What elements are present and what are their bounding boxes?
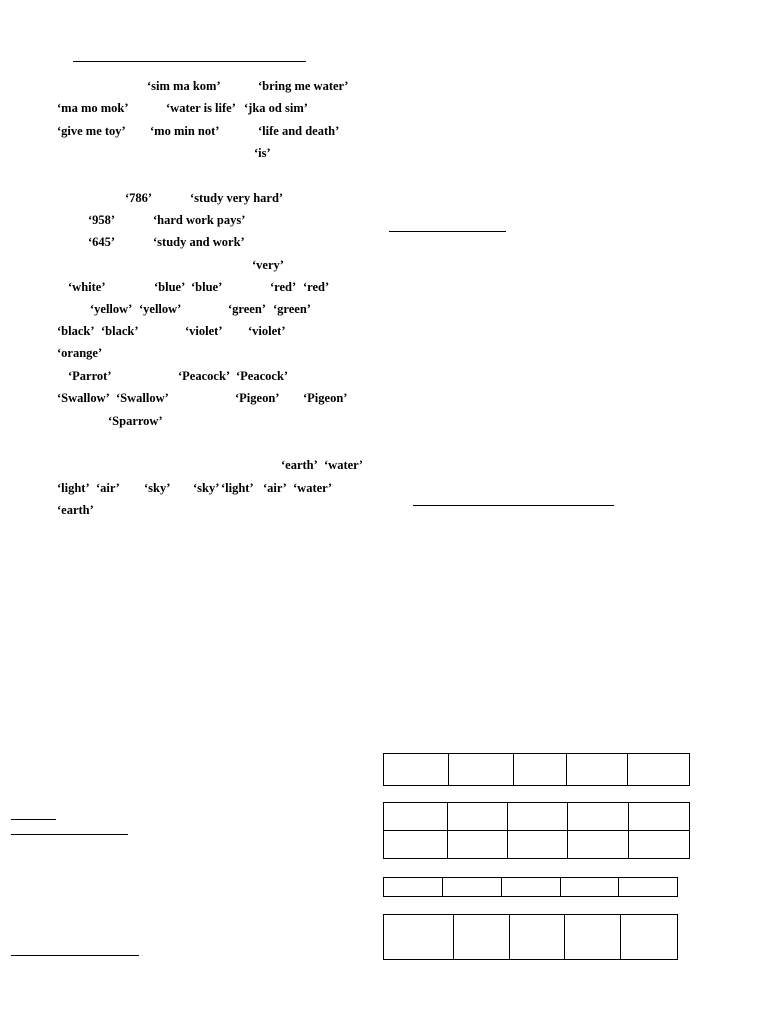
answer-box[interactable]	[508, 803, 568, 831]
word: ‘black’	[101, 324, 139, 338]
word: ‘blue’	[191, 280, 223, 294]
answer-box[interactable]	[628, 754, 690, 786]
answer-box[interactable]	[449, 754, 514, 786]
word: ‘958’	[88, 213, 116, 227]
word: ‘give me toy’	[57, 124, 126, 138]
word: ‘ma mo mok’	[57, 101, 129, 115]
word: ‘red’	[270, 280, 297, 294]
word: ‘786’	[125, 191, 153, 205]
answer-box[interactable]	[443, 878, 502, 897]
word: ‘Swallow’	[57, 391, 110, 405]
answer-box[interactable]	[629, 803, 690, 831]
word: ‘yellow’	[90, 302, 133, 316]
answer-grid-1	[383, 753, 690, 786]
word: ‘Peacock’	[236, 369, 289, 383]
word: ‘very’	[252, 258, 284, 272]
word: ‘mo min not’	[150, 124, 220, 138]
word: ‘violet’	[185, 324, 223, 338]
word: ‘water’	[293, 481, 333, 495]
word: ‘Swallow’	[116, 391, 169, 405]
answer-box[interactable]	[621, 915, 678, 960]
word: ‘light’	[57, 481, 90, 495]
word: ‘sky’	[193, 481, 220, 495]
word: ‘earth’	[281, 458, 318, 472]
answer-line-top	[73, 61, 306, 62]
word: ‘is’	[254, 146, 271, 160]
word: ‘Pigeon’	[235, 391, 280, 405]
word: ‘645’	[88, 235, 116, 249]
word: ‘life and death’	[258, 124, 340, 138]
answer-line-right-2	[413, 505, 614, 506]
word: ‘red’	[303, 280, 330, 294]
word: ‘light’	[221, 481, 254, 495]
answer-box[interactable]	[508, 831, 568, 859]
word: ‘jka od sim’	[244, 101, 308, 115]
answer-grid-3	[383, 877, 678, 897]
answer-line-left-3	[11, 955, 139, 956]
answer-line-right-1	[389, 231, 506, 232]
word: ‘Parrot’	[68, 369, 112, 383]
answer-box[interactable]	[448, 831, 508, 859]
answer-box[interactable]	[567, 754, 628, 786]
word: ‘Peacock’	[178, 369, 231, 383]
word: ‘green’	[228, 302, 266, 316]
answer-box[interactable]	[454, 915, 510, 960]
answer-box[interactable]	[629, 831, 690, 859]
answer-box[interactable]	[568, 831, 629, 859]
word: ‘orange’	[57, 346, 103, 360]
word: ‘water’	[324, 458, 364, 472]
word: ‘air’	[96, 481, 120, 495]
word: ‘violet’	[248, 324, 286, 338]
answer-box[interactable]	[384, 803, 448, 831]
answer-box[interactable]	[448, 803, 508, 831]
answer-box[interactable]	[514, 754, 567, 786]
word: ‘black’	[57, 324, 95, 338]
answer-box[interactable]	[565, 915, 621, 960]
word: ‘earth’	[57, 503, 94, 517]
word: ‘study very hard’	[190, 191, 284, 205]
answer-line-left-1	[11, 819, 56, 820]
answer-box[interactable]	[568, 803, 629, 831]
answer-grid-2	[383, 802, 690, 859]
word: ‘bring me water’	[258, 79, 349, 93]
word: ‘hard work pays’	[153, 213, 246, 227]
word: ‘blue’	[154, 280, 186, 294]
word: ‘Sparrow’	[108, 414, 163, 428]
answer-box[interactable]	[384, 831, 448, 859]
word: ‘sim ma kom’	[147, 79, 221, 93]
answer-box[interactable]	[510, 915, 565, 960]
word: ‘water is life’	[166, 101, 236, 115]
word: ‘yellow’	[139, 302, 182, 316]
answer-grid-4	[383, 914, 678, 960]
answer-box[interactable]	[384, 754, 449, 786]
answer-line-left-2	[11, 834, 128, 835]
word: ‘sky’	[144, 481, 171, 495]
answer-box[interactable]	[561, 878, 619, 897]
word: ‘green’	[273, 302, 311, 316]
answer-box[interactable]	[384, 878, 443, 897]
answer-box[interactable]	[619, 878, 678, 897]
word: ‘white’	[68, 280, 106, 294]
answer-box[interactable]	[502, 878, 561, 897]
word: ‘Pigeon’	[303, 391, 348, 405]
answer-box[interactable]	[384, 915, 454, 960]
word: ‘study and work’	[153, 235, 245, 249]
word: ‘air’	[263, 481, 287, 495]
